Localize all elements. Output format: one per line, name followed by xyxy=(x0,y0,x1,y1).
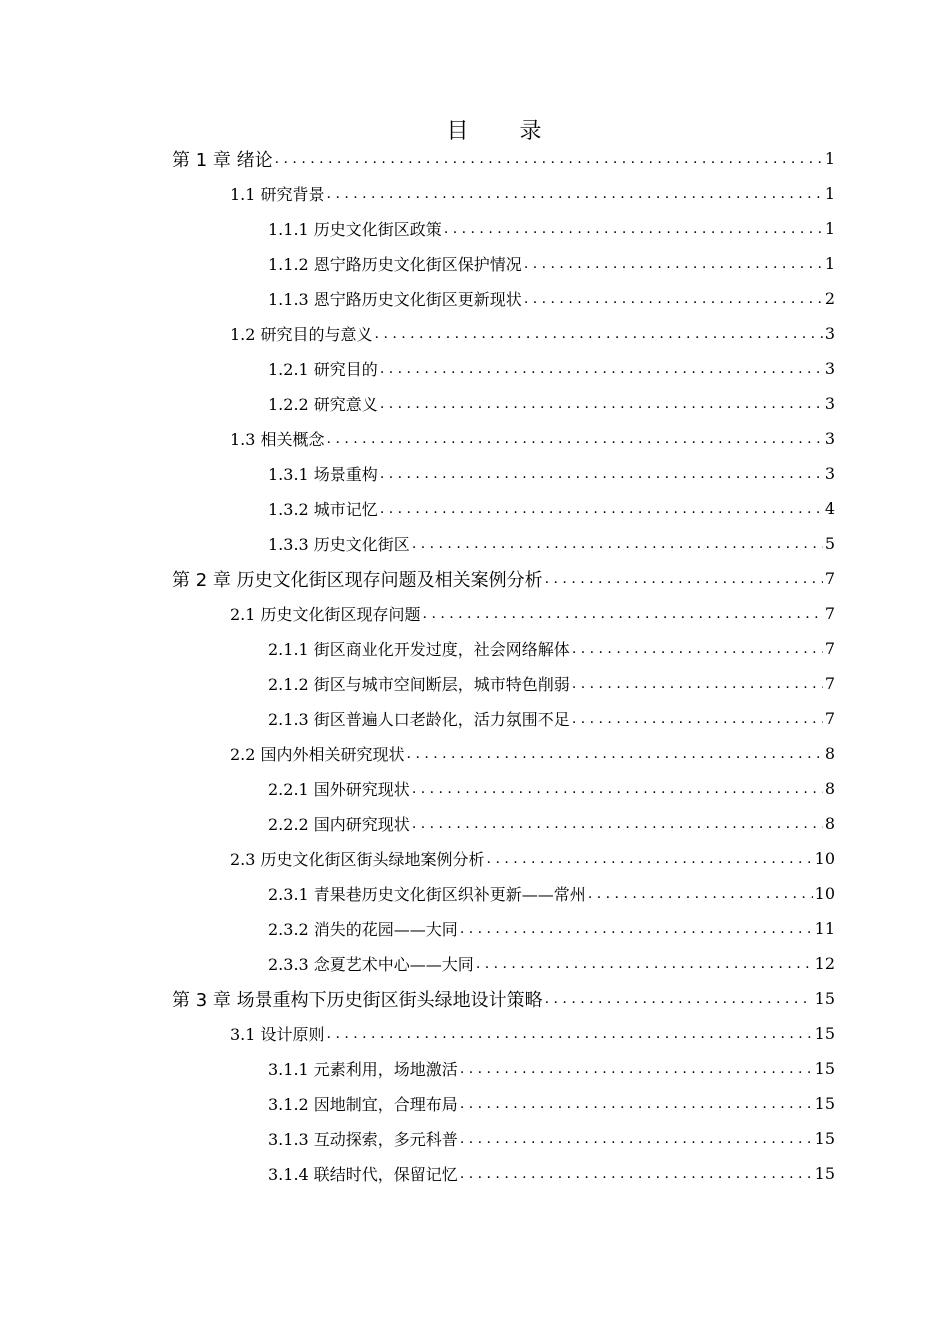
toc-entry-label: 2.1.2 街区与城市空间断层，城市特色削弱 xyxy=(268,675,570,694)
toc-entry[interactable] xyxy=(268,911,835,946)
toc-entry[interactable] xyxy=(268,1051,835,1086)
toc-entry-page-number: 3 xyxy=(824,324,835,343)
toc-entry[interactable] xyxy=(268,281,835,316)
toc-entry[interactable] xyxy=(230,421,835,456)
toc-dot-leader xyxy=(476,957,813,971)
toc-entry[interactable] xyxy=(230,1016,835,1051)
toc-entry-label: 2.2 国内外相关研究现状 xyxy=(230,745,405,764)
toc-entry-page-number: 3 xyxy=(824,429,835,448)
toc-dot-leader xyxy=(460,922,813,936)
toc-dot-leader xyxy=(487,852,813,866)
toc-entry[interactable] xyxy=(172,981,835,1016)
toc-entry-label: 2.1.1 街区商业化开发过度，社会网络解体 xyxy=(268,640,570,659)
toc-entry-page-number: 15 xyxy=(814,1094,835,1113)
toc-entry-label: 2.3.2 消失的花园——大同 xyxy=(268,920,458,939)
toc-entry-page-number: 7 xyxy=(824,674,835,693)
toc-entry-page-number: 15 xyxy=(814,1164,835,1183)
toc-dot-leader xyxy=(588,887,813,901)
toc-dot-leader xyxy=(423,607,823,621)
toc-entry[interactable] xyxy=(268,491,835,526)
toc-dot-leader xyxy=(572,712,823,726)
toc-entry[interactable] xyxy=(268,1086,835,1121)
toc-entry-page-number: 11 xyxy=(814,919,835,938)
toc-dot-leader xyxy=(380,397,823,411)
toc-dot-leader xyxy=(572,677,823,691)
toc-entry-page-number: 8 xyxy=(824,814,835,833)
toc-entry-page-number: 3 xyxy=(824,394,835,413)
toc-entry[interactable] xyxy=(172,561,835,596)
toc-entry-page-number: 3 xyxy=(824,464,835,483)
toc-entry-label: 2.2.2 国内研究现状 xyxy=(268,815,410,834)
toc-entry-page-number: 7 xyxy=(824,709,835,728)
toc-entry-page-number: 2 xyxy=(824,289,835,308)
toc-entry-label: 第 1 章 绪论 xyxy=(172,149,273,171)
toc-entry-page-number: 1 xyxy=(824,219,835,238)
toc-dot-leader xyxy=(380,502,823,516)
toc-entry[interactable] xyxy=(268,211,835,246)
toc-entry-label: 2.2.1 国外研究现状 xyxy=(268,780,410,799)
toc-dot-leader xyxy=(407,747,823,761)
toc-dot-leader xyxy=(327,1027,813,1041)
toc-entry[interactable] xyxy=(268,701,835,736)
toc-dot-leader xyxy=(380,467,823,481)
toc-entry-label: 2.1.3 街区普遍人口老龄化，活力氛围不足 xyxy=(268,710,570,729)
toc-entry[interactable] xyxy=(268,946,835,981)
toc-entry[interactable] xyxy=(268,386,835,421)
toc-entry-label: 1.1.3 恩宁路历史文化街区更新现状 xyxy=(268,290,522,309)
toc-dot-leader xyxy=(460,1097,813,1111)
toc-entry[interactable] xyxy=(268,1121,835,1156)
toc-entry[interactable] xyxy=(268,771,835,806)
toc-dot-leader xyxy=(524,292,823,306)
toc-entry-label: 3.1 设计原则 xyxy=(230,1025,325,1044)
toc-dot-leader xyxy=(572,642,823,656)
toc-entry-label: 3.1.2 因地制宜，合理布局 xyxy=(268,1095,458,1114)
toc-entry-label: 2.1 历史文化街区现存问题 xyxy=(230,605,421,624)
toc-entry[interactable] xyxy=(230,176,835,211)
toc-dot-leader xyxy=(444,222,823,236)
toc-entry[interactable] xyxy=(268,876,835,911)
toc-entry-page-number: 15 xyxy=(814,989,835,1008)
toc-dot-leader xyxy=(327,187,823,201)
toc-entry-label: 1.3.3 历史文化街区 xyxy=(268,535,410,554)
toc-entry[interactable] xyxy=(172,141,835,176)
toc-entry-label: 2.3.3 念夏艺术中心——大同 xyxy=(268,955,474,974)
toc-entry-page-number: 12 xyxy=(814,954,835,973)
toc-entry-page-number: 4 xyxy=(824,499,835,518)
toc-entry[interactable] xyxy=(268,526,835,561)
toc-entry-page-number: 8 xyxy=(824,744,835,763)
toc-entry-page-number: 1 xyxy=(824,184,835,203)
toc-entry-page-number: 7 xyxy=(824,604,835,623)
toc-entry-label: 1.2.1 研究目的 xyxy=(268,360,378,379)
toc-dot-leader xyxy=(380,362,823,376)
toc-dot-leader xyxy=(545,572,823,586)
toc-dot-leader xyxy=(545,992,813,1006)
toc-entry-label: 1.3.1 场景重构 xyxy=(268,465,378,484)
toc-entry-page-number: 15 xyxy=(814,1129,835,1148)
toc-dot-leader xyxy=(412,817,823,831)
toc-entry[interactable] xyxy=(230,841,835,876)
toc-entry-label: 第 3 章 场景重构下历史街区街头绿地设计策略 xyxy=(172,989,543,1011)
toc-entry-label: 1.2 研究目的与意义 xyxy=(230,325,373,344)
toc-entry-page-number: 3 xyxy=(824,359,835,378)
toc-entry-label: 1.2.2 研究意义 xyxy=(268,395,378,414)
toc-entry-label: 1.1.2 恩宁路历史文化街区保护情况 xyxy=(268,255,522,274)
toc-dot-leader xyxy=(460,1167,813,1181)
toc-dot-leader xyxy=(412,537,823,551)
toc-entry[interactable] xyxy=(268,351,835,386)
toc-entry-label: 1.3 相关概念 xyxy=(230,430,325,449)
toc-entry[interactable] xyxy=(230,316,835,351)
toc-entry-page-number: 7 xyxy=(824,639,835,658)
toc-entry-label: 2.3.1 青果巷历史文化街区织补更新——常州 xyxy=(268,885,586,904)
toc-entry-page-number: 15 xyxy=(814,1024,835,1043)
toc-dot-leader xyxy=(524,257,823,271)
toc-entry-label: 2.3 历史文化街区街头绿地案例分析 xyxy=(230,850,485,869)
toc-entry[interactable] xyxy=(268,806,835,841)
toc-dot-leader xyxy=(375,327,823,341)
toc-entry-label: 1.1 研究背景 xyxy=(230,185,325,204)
toc-dot-leader xyxy=(412,782,823,796)
toc-dot-leader xyxy=(460,1062,813,1076)
toc-entry[interactable] xyxy=(268,246,835,281)
toc-entry[interactable] xyxy=(268,631,835,666)
toc-entry-label: 1.1.1 历史文化街区政策 xyxy=(268,220,442,239)
toc-title: 目 录 xyxy=(446,119,564,144)
toc-dot-leader xyxy=(460,1132,813,1146)
toc-entry[interactable] xyxy=(268,1156,835,1191)
toc-entry[interactable] xyxy=(230,736,835,771)
toc-entry-label: 3.1.4 联结时代，保留记忆 xyxy=(268,1165,458,1184)
toc-entry-page-number: 8 xyxy=(824,779,835,798)
toc-entry-page-number: 15 xyxy=(814,1059,835,1078)
toc-entry-page-number: 1 xyxy=(824,254,835,273)
toc-dot-leader xyxy=(275,152,823,166)
toc-entry-page-number: 1 xyxy=(824,149,835,168)
toc-entry-label: 第 2 章 历史文化街区现存问题及相关案例分析 xyxy=(172,569,543,591)
toc-entry-page-number: 10 xyxy=(814,849,835,868)
toc-entry-label: 3.1.3 互动探索，多元科普 xyxy=(268,1130,458,1149)
toc-entry[interactable] xyxy=(268,456,835,491)
toc-entry-page-number: 10 xyxy=(814,884,835,903)
toc-entry[interactable] xyxy=(268,666,835,701)
toc-entry[interactable] xyxy=(230,596,835,631)
toc-dot-leader xyxy=(327,432,823,446)
toc-entry-page-number: 7 xyxy=(824,569,835,588)
toc-entry-label: 3.1.1 元素利用，场地激活 xyxy=(268,1060,458,1079)
toc-entry-page-number: 5 xyxy=(824,534,835,553)
toc-entry-label: 1.3.2 城市记忆 xyxy=(268,500,378,519)
